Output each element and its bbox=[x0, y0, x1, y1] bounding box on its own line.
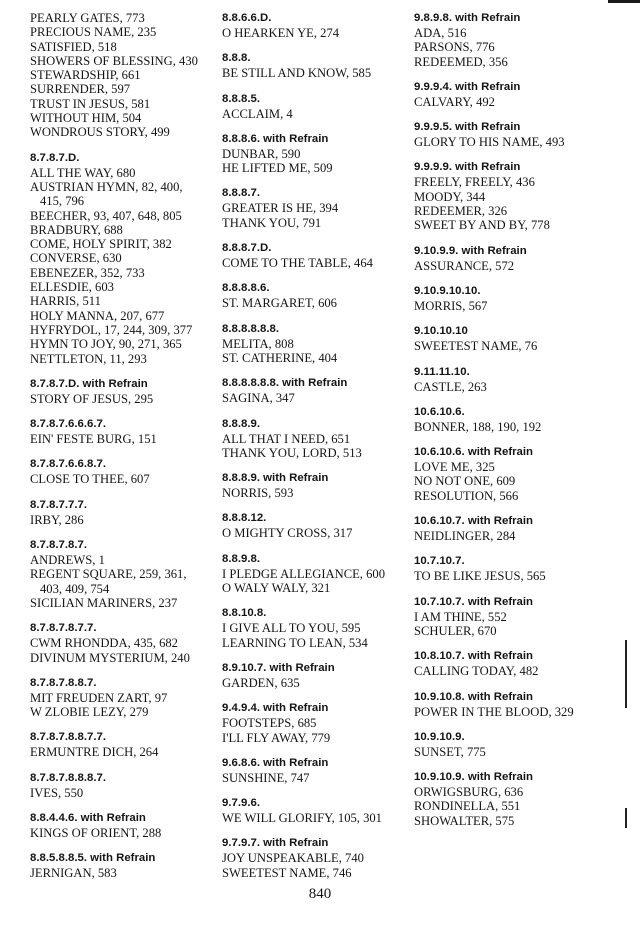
meter-group bbox=[414, 244, 614, 273]
tune-entry: MOODY, 344 bbox=[414, 189, 486, 204]
tune-entry: REGENT SQUARE, 259, 361, bbox=[30, 567, 187, 582]
tune-entry: SATISFIED, 518 bbox=[30, 39, 117, 54]
tune-entry: BEECHER, 93, 407, 648, 805 bbox=[30, 208, 182, 223]
tune-entry: ERMUNTRE DICH, 264 bbox=[30, 745, 159, 760]
index-column-2 bbox=[222, 11, 414, 891]
meter-heading: 8.8.8.9. bbox=[222, 417, 260, 430]
meter-heading: 8.8.8.8.8.8. bbox=[222, 322, 279, 335]
tune-entry: BRADBURY, 688 bbox=[30, 222, 123, 237]
tune-entry: MELITA, 808 bbox=[222, 336, 294, 351]
tune-entry-continuation: 403, 409, 754 bbox=[40, 581, 110, 596]
tune-entry: SCHULER, 670 bbox=[414, 623, 497, 638]
meter-group bbox=[30, 730, 220, 759]
meter-heading: 8.7.8.7.6.6.8.7. bbox=[30, 458, 106, 471]
meter-group bbox=[222, 186, 414, 230]
tune-entry: IVES, 550 bbox=[30, 785, 84, 800]
tune-entry: WONDROUS STORY, 499 bbox=[30, 125, 170, 140]
tune-entry: DUNBAR, 590 bbox=[222, 146, 301, 161]
tune-entry: REDEEMER, 326 bbox=[414, 204, 508, 219]
page-number: 840 bbox=[308, 886, 332, 902]
meter-heading: 9.10.10.10 bbox=[414, 325, 468, 338]
tune-entry: JOY UNSPEAKABLE, 740 bbox=[222, 851, 364, 866]
meter-group bbox=[30, 417, 220, 446]
meter-heading: 8.7.8.7.8.7.7. bbox=[30, 622, 97, 635]
tune-entry: LOVE ME, 325 bbox=[414, 460, 495, 475]
tune-entry: I GIVE ALL TO YOU, 595 bbox=[222, 621, 361, 636]
meter-heading: 8.7.8.7.D. with Refrain bbox=[30, 377, 148, 390]
meter-heading: 9.9.9.4. with Refrain bbox=[414, 80, 521, 93]
meter-group bbox=[222, 92, 414, 121]
meter-group bbox=[222, 51, 414, 80]
tune-entry: SURRENDER, 597 bbox=[30, 82, 131, 97]
meter-group bbox=[222, 11, 414, 40]
tune-entry: IRBY, 286 bbox=[30, 512, 84, 527]
tune-entry: DIVINUM MYSTERIUM, 240 bbox=[30, 650, 190, 665]
tune-entry: ST. CATHERINE, 404 bbox=[222, 350, 338, 365]
meter-heading: 8.8.8. bbox=[222, 52, 251, 65]
right-edge-mark bbox=[625, 808, 627, 828]
tune-entry: WE WILL GLORIFY, 105, 301 bbox=[222, 811, 382, 826]
meter-heading: 9.9.9.9. with Refrain bbox=[414, 161, 521, 174]
tune-entry: SAGINA, 347 bbox=[222, 391, 295, 406]
tune-entry: CASTLE, 263 bbox=[414, 379, 487, 394]
meter-heading: 8.8.8.12. bbox=[222, 512, 267, 525]
tune-entry: O MIGHTY CROSS, 317 bbox=[222, 526, 353, 541]
meter-heading: 8.7.8.7.8.8.7.7. bbox=[30, 731, 106, 744]
tune-entry: CALVARY, 492 bbox=[414, 94, 495, 109]
meter-group bbox=[414, 445, 614, 503]
meter-group bbox=[414, 690, 614, 719]
meter-heading: 8.7.8.7.8.8.7. bbox=[30, 676, 97, 689]
tune-entry: STORY OF JESUS, 295 bbox=[30, 391, 154, 406]
meter-group bbox=[222, 756, 414, 785]
meter-group bbox=[30, 498, 220, 527]
meter-group bbox=[414, 405, 614, 434]
meter-heading: 8.7.8.7.6.6.6.7. bbox=[30, 418, 106, 431]
tune-entry: SHOWERS OF BLESSING, 430 bbox=[30, 53, 198, 68]
tune-entry: O HEARKEN YE, 274 bbox=[222, 26, 340, 40]
tune-entry: HARRIS, 511 bbox=[30, 294, 101, 309]
tune-entry: RESOLUTION, 566 bbox=[414, 488, 519, 503]
tune-entry: ANDREWS, 1 bbox=[30, 553, 105, 568]
tune-entry: THANK YOU, 791 bbox=[222, 215, 322, 230]
meter-group bbox=[30, 851, 220, 880]
tune-entry: SWEETEST NAME, 746 bbox=[222, 865, 352, 880]
meter-group bbox=[30, 621, 220, 665]
meter-group bbox=[414, 365, 614, 394]
tune-entry: NO NOT ONE, 609 bbox=[414, 474, 516, 489]
tune-entry: HYFRYDOL, 17, 244, 309, 377 bbox=[30, 322, 193, 337]
tune-entry: I'LL FLY AWAY, 779 bbox=[222, 730, 331, 745]
tune-entry: ST. MARGARET, 606 bbox=[222, 296, 337, 311]
meter-heading: 8.7.8.7.8.7. bbox=[30, 539, 87, 552]
tune-entry: TO BE LIKE JESUS, 565 bbox=[414, 569, 546, 584]
tune-entry: GLORY TO HIS NAME, 493 bbox=[414, 135, 565, 150]
meter-group bbox=[414, 595, 614, 639]
meter-group bbox=[30, 771, 220, 800]
tune-entry: PEARLY GATES, 773 bbox=[30, 11, 145, 25]
tune-entry: POWER IN THE BLOOD, 329 bbox=[414, 704, 574, 719]
tune-entry: FOOTSTEPS, 685 bbox=[222, 716, 317, 731]
tune-entry: BONNER, 188, 190, 192 bbox=[414, 419, 542, 434]
tune-entry: HE LIFTED ME, 509 bbox=[222, 161, 333, 176]
meter-heading: 9.7.9.7. with Refrain bbox=[222, 837, 329, 850]
tune-entry: FREELY, FREELY, 436 bbox=[414, 175, 535, 190]
tune-entry: I AM THINE, 552 bbox=[414, 609, 507, 624]
meter-group bbox=[414, 80, 614, 109]
meter-group bbox=[222, 606, 414, 650]
tune-entry: SWEET BY AND BY, 778 bbox=[414, 218, 550, 233]
meter-heading: 10.7.10.7. bbox=[414, 555, 465, 568]
tune-entry: SWEETEST NAME, 76 bbox=[414, 339, 538, 354]
tune-entry: CONVERSE, 630 bbox=[30, 251, 122, 266]
meter-group bbox=[414, 649, 614, 678]
tune-entry: GARDEN, 635 bbox=[222, 675, 300, 690]
meter-group bbox=[222, 241, 414, 270]
meter-group bbox=[222, 132, 414, 176]
meter-heading: 10.6.10.7. with Refrain bbox=[414, 515, 534, 528]
meter-group bbox=[222, 552, 414, 596]
meter-heading: 8.8.8.9. with Refrain bbox=[222, 472, 329, 485]
index-column-3 bbox=[414, 11, 614, 839]
meter-heading: 9.4.9.4. with Refrain bbox=[222, 702, 329, 715]
tune-entry: GREATER IS HE, 394 bbox=[222, 201, 339, 216]
meter-group bbox=[30, 11, 220, 140]
tune-entry: EIN' FESTE BURG, 151 bbox=[30, 432, 157, 447]
meter-heading: 10.9.10.8. with Refrain bbox=[414, 690, 534, 703]
meter-heading: 9.10.9.10.10. bbox=[414, 284, 481, 297]
meter-group bbox=[414, 514, 614, 543]
meter-heading: 8.7.8.7.7.7. bbox=[30, 498, 87, 511]
meter-heading: 8.7.8.7.D. bbox=[30, 151, 80, 164]
meter-heading: 9.9.9.5. with Refrain bbox=[414, 121, 521, 134]
tune-entry: ELLESDIE, 603 bbox=[30, 280, 114, 295]
meter-group bbox=[222, 471, 414, 500]
meter-group bbox=[222, 322, 414, 366]
tune-entry: SUNSHINE, 747 bbox=[222, 770, 310, 785]
meter-heading: 8.8.6.6.D. bbox=[222, 12, 272, 24]
meter-heading: 9.11.11.10. bbox=[414, 365, 470, 378]
meter-group bbox=[414, 11, 614, 69]
tune-entry: ASSURANCE, 572 bbox=[414, 258, 515, 273]
meter-heading: 9.7.9.6. bbox=[222, 797, 260, 810]
meter-group bbox=[414, 120, 614, 149]
meter-heading: 8.8.8.7. bbox=[222, 187, 260, 200]
meter-heading: 8.9.10.7. with Refrain bbox=[222, 661, 335, 674]
tune-entry: W ZLOBIE LEZY, 279 bbox=[30, 705, 149, 720]
meter-heading: 10.8.10.7. with Refrain bbox=[414, 650, 534, 663]
meter-heading: 9.10.9.9. with Refrain bbox=[414, 244, 527, 257]
meter-heading: 8.8.8.8.8.8. with Refrain bbox=[222, 377, 348, 390]
top-edge-rule bbox=[608, 0, 640, 3]
tune-entry: ACCLAIM, 4 bbox=[222, 106, 293, 121]
tune-entry: LEARNING TO LEAN, 534 bbox=[222, 635, 368, 650]
meter-heading: 8.8.10.8. bbox=[222, 607, 267, 620]
meter-group bbox=[414, 324, 614, 353]
meter-heading: 9.6.8.6. with Refrain bbox=[222, 756, 329, 769]
tune-entry-continuation: 415, 796 bbox=[40, 194, 85, 209]
meter-group bbox=[30, 676, 220, 720]
meter-heading: 10.7.10.7. with Refrain bbox=[414, 595, 534, 608]
meter-group bbox=[30, 538, 220, 610]
tune-entry: AUSTRIAN HYMN, 82, 400, bbox=[30, 179, 183, 194]
meter-group bbox=[30, 377, 220, 406]
right-edge-mark bbox=[625, 640, 627, 708]
tune-entry: REDEEMED, 356 bbox=[414, 54, 508, 69]
meter-heading: 10.9.10.9. bbox=[414, 730, 465, 743]
meter-group bbox=[30, 457, 220, 486]
meter-group bbox=[414, 160, 614, 232]
tune-entry: PRECIOUS NAME, 235 bbox=[30, 25, 157, 40]
meter-group bbox=[414, 554, 614, 583]
meter-heading: 8.8.8.6. with Refrain bbox=[222, 132, 329, 145]
tune-entry: CWM RHONDDA, 435, 682 bbox=[30, 636, 178, 651]
tune-entry: JERNIGAN, 583 bbox=[30, 866, 117, 881]
meter-heading: 8.8.5.8.8.5. with Refrain bbox=[30, 852, 156, 865]
meter-group bbox=[222, 836, 414, 880]
tune-entry: HYMN TO JOY, 90, 271, 365 bbox=[30, 337, 182, 352]
tune-entry: STEWARDSHIP, 661 bbox=[30, 68, 141, 83]
tune-entry: COME TO THE TABLE, 464 bbox=[222, 256, 373, 271]
tune-entry: THANK YOU, LORD, 513 bbox=[222, 445, 362, 460]
meter-heading: 8.8.9.8. bbox=[222, 552, 260, 565]
tune-entry: I PLEDGE ALLEGIANCE, 600 bbox=[222, 566, 385, 581]
tune-entry: CLOSE TO THEE, 607 bbox=[30, 472, 150, 487]
tune-entry: NEIDLINGER, 284 bbox=[414, 529, 516, 544]
tune-entry: HOLY MANNA, 207, 677 bbox=[30, 308, 165, 323]
tune-entry: SUNSET, 775 bbox=[414, 744, 486, 759]
meter-group bbox=[222, 281, 414, 310]
meter-heading: 9.8.9.8. with Refrain bbox=[414, 12, 521, 24]
tune-entry: MIT FREUDEN ZART, 97 bbox=[30, 690, 168, 705]
meter-group bbox=[414, 284, 614, 313]
meter-heading: 10.9.10.9. with Refrain bbox=[414, 771, 534, 784]
meter-heading: 8.8.4.4.6. with Refrain bbox=[30, 811, 146, 824]
meter-group bbox=[30, 811, 220, 840]
meter-group bbox=[414, 730, 614, 759]
meter-heading: 8.8.8.8.6. bbox=[222, 282, 270, 295]
meter-group bbox=[30, 151, 220, 366]
meter-group bbox=[222, 376, 414, 405]
meter-group bbox=[222, 796, 414, 825]
tune-entry: ALL THE WAY, 680 bbox=[30, 165, 136, 180]
tune-entry: WITHOUT HIM, 504 bbox=[30, 111, 142, 126]
meter-heading: 10.6.10.6. with Refrain bbox=[414, 446, 534, 459]
meter-group bbox=[222, 661, 414, 690]
tune-entry: ALL THAT I NEED, 651 bbox=[222, 431, 351, 446]
tune-entry: BE STILL AND KNOW, 585 bbox=[222, 66, 372, 81]
tune-entry: O WALY WALY, 321 bbox=[222, 581, 331, 596]
tune-entry: KINGS OF ORIENT, 288 bbox=[30, 825, 162, 840]
meter-group bbox=[222, 417, 414, 461]
tune-entry: COME, HOLY SPIRIT, 382 bbox=[30, 237, 172, 252]
meter-group bbox=[414, 770, 614, 828]
tune-entry: ADA, 516 bbox=[414, 26, 467, 40]
tune-entry: CALLING TODAY, 482 bbox=[414, 664, 539, 679]
index-column-1 bbox=[30, 11, 220, 892]
tune-entry: SHOWALTER, 575 bbox=[414, 813, 515, 828]
tune-entry: TRUST IN JESUS, 581 bbox=[30, 96, 151, 111]
tune-entry: SICILIAN MARINERS, 237 bbox=[30, 595, 178, 610]
tune-entry: MORRIS, 567 bbox=[414, 298, 488, 313]
meter-group bbox=[222, 701, 414, 745]
meter-heading: 8.7.8.7.8.8.8.7. bbox=[30, 771, 106, 784]
meter-group bbox=[222, 511, 414, 540]
tune-entry: NETTLETON, 11, 293 bbox=[30, 351, 147, 366]
tune-entry: ORWIGSBURG, 636 bbox=[414, 785, 524, 800]
meter-heading: 10.6.10.6. bbox=[414, 405, 465, 418]
meter-heading: 8.8.8.5. bbox=[222, 92, 260, 105]
tune-entry: NORRIS, 593 bbox=[222, 486, 294, 501]
meter-heading: 8.8.8.7.D. bbox=[222, 242, 272, 255]
tune-entry: PARSONS, 776 bbox=[414, 40, 495, 55]
tune-entry: EBENEZER, 352, 733 bbox=[30, 265, 145, 280]
tune-entry: RONDINELLA, 551 bbox=[414, 799, 521, 814]
